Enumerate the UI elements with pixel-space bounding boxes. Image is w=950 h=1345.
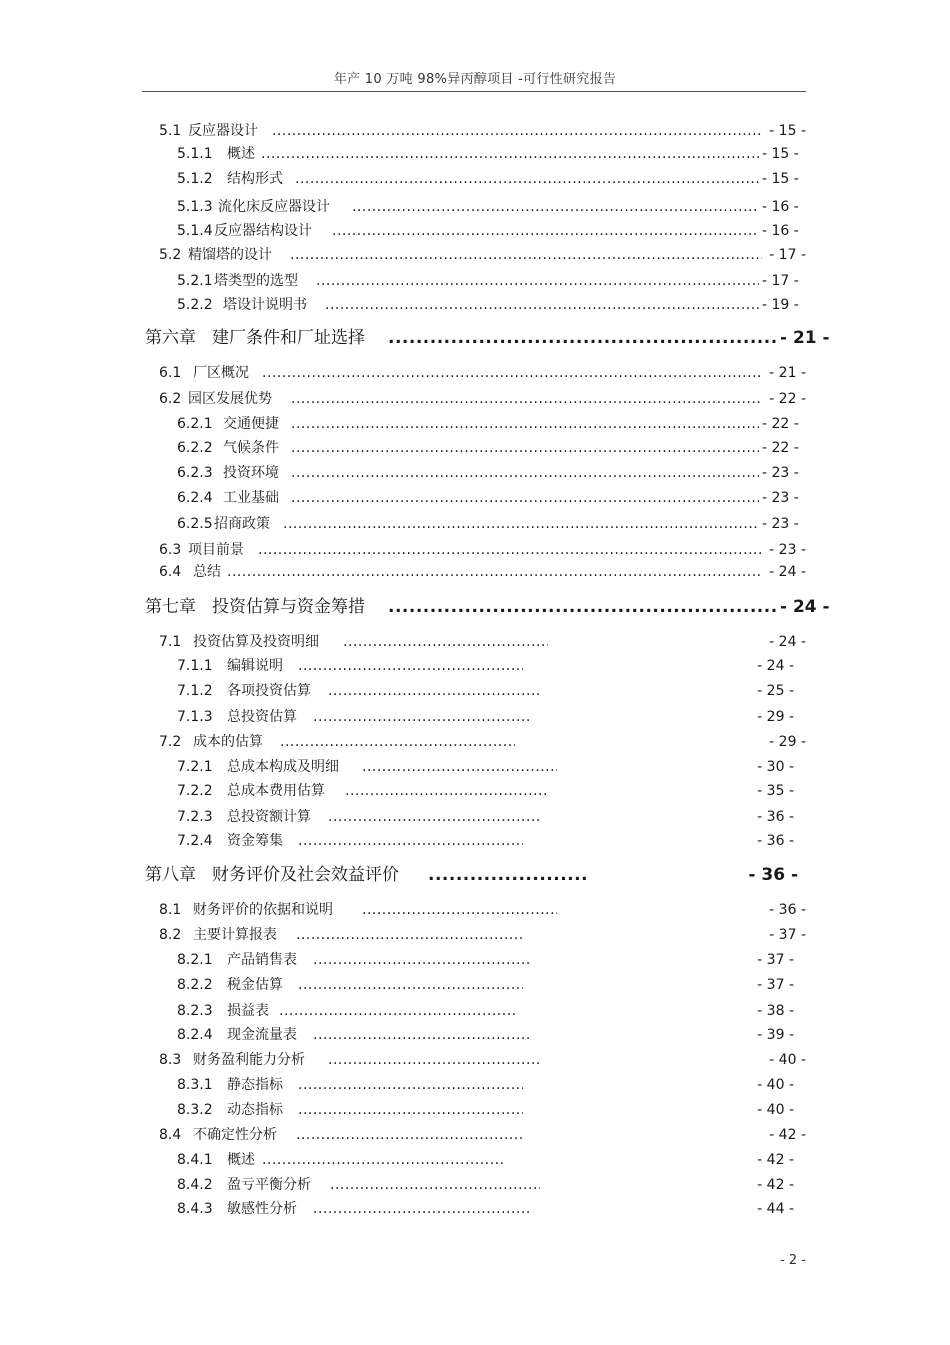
toc-leader-dots [330,1174,540,1196]
toc-entry-title: 资金筹集 [227,833,283,849]
toc-entry-number: 8.1 [159,902,182,918]
running-header: 年产 10 万吨 98%异丙醇项目 -可行性研究报告 [333,72,617,87]
toc-entry[interactable] [159,731,806,753]
toc-entry-page: - 21 - [769,365,806,381]
toc-entry-title: 财务评价的依据和说明 [193,902,333,918]
toc-entry-title: 成本的估算 [193,734,263,750]
toc-entry[interactable] [177,780,794,802]
toc-entry[interactable] [159,1124,806,1146]
toc-entry[interactable] [177,1000,794,1022]
toc-chapter-entry[interactable] [145,862,798,888]
toc-leader-dots [316,270,759,292]
toc-entry-number: 7.2.3 [177,809,213,825]
toc-entry[interactable] [159,631,806,653]
toc-entry[interactable] [159,120,806,142]
toc-leader-dots [296,1124,523,1146]
toc-leader-dots [258,539,762,561]
toc-entry-page: - 29 - [757,709,794,725]
toc-entry[interactable] [159,1049,806,1071]
toc-entry-page: - 40 - [757,1102,794,1118]
toc-entry-title: 园区发展优势 [188,391,272,407]
toc-leader-dots [283,513,759,535]
toc-entry-title: 税金估算 [227,977,283,993]
toc-leader-dots [388,594,778,620]
toc-entry-page: - 16 - [762,223,799,239]
toc-entry-number: 8.2.1 [177,952,213,968]
toc-entry-number: 7.1.2 [177,683,213,699]
toc-entry-page: - 23 - [762,465,799,481]
toc-entry-number: 8.4.1 [177,1152,213,1168]
toc-entry[interactable] [159,899,806,921]
toc-entry[interactable] [177,1024,794,1046]
toc-entry[interactable] [177,1198,794,1220]
toc-leader-dots [272,120,762,142]
toc-entry[interactable] [177,294,798,316]
toc-entry-title: 概述 [227,1152,255,1168]
toc-entry[interactable] [177,974,794,996]
toc-entry-page: - 35 - [757,783,794,799]
toc-entry[interactable] [159,539,806,561]
toc-entry-page: - 21 - [780,328,830,348]
toc-entry-title: 静态指标 [227,1077,283,1093]
toc-entry-title: 项目前景 [188,542,244,558]
toc-entry-number: 7.1 [159,634,182,650]
toc-entry-title: 盈亏平衡分析 [227,1177,311,1193]
toc-leader-dots [313,706,531,728]
toc-entry[interactable] [177,830,794,852]
toc-entry-title: 主要计算报表 [193,927,277,943]
toc-entry-page: - 29 - [769,734,806,750]
toc-entry-number: 第七章 [145,597,196,617]
toc-leader-dots [298,830,523,852]
toc-leader-dots [313,1024,531,1046]
toc-entry[interactable] [177,196,798,218]
toc-entry-title: 总结 [193,564,221,580]
toc-entry[interactable] [177,756,794,778]
toc-entry-number: 6.2.1 [177,416,213,432]
toc-entry-number: 7.1.1 [177,658,213,674]
toc-entry-number: 8.2.4 [177,1027,213,1043]
toc-entry-number: 5.2 [159,247,182,263]
toc-entry-page: - 42 - [757,1177,794,1193]
toc-entry-page: - 24 - [780,597,830,617]
toc-entry-page: - 42 - [769,1127,806,1143]
toc-entry-page: - 24 - [757,658,794,674]
toc-leader-dots [332,220,759,242]
toc-entry[interactable] [177,949,794,971]
toc-entry-number: 8.3.2 [177,1102,213,1118]
toc-entry-title: 总投资估算 [227,709,297,725]
toc-entry-title: 各项投资估算 [227,683,311,699]
toc-entry-number: 5.1.2 [177,171,213,187]
toc-entry-number: 6.2 [159,391,182,407]
toc-entry-number: 7.2 [159,734,182,750]
toc-entry[interactable] [177,1099,794,1121]
toc-leader-dots [328,1049,540,1071]
toc-leader-dots [291,413,759,435]
toc-entry-number: 7.2.1 [177,759,213,775]
toc-entry[interactable] [159,244,806,266]
toc-chapter-entry[interactable] [145,325,830,351]
toc-leader-dots [290,244,762,266]
toc-entry-page: - 44 - [757,1201,794,1217]
toc-entry-number: 8.2.3 [177,1003,213,1019]
toc-entry-number: 6.1 [159,365,182,381]
toc-entry-number: 第八章 [145,865,196,885]
toc-entry-page: - 40 - [769,1052,806,1068]
toc-entry-number: 6.4 [159,564,182,580]
toc-entry-title: 不确定性分析 [193,1127,277,1143]
toc-entry-title: 建厂条件和厂址选择 [212,328,365,348]
toc-entry[interactable] [177,680,794,702]
toc-entry[interactable] [177,487,798,509]
toc-entry-number: 6.2.5 [177,516,213,532]
toc-entry-title: 财务评价及社会效益评价 [212,865,399,885]
toc-leader-dots [280,731,515,753]
toc-entry-page: - 23 - [769,542,806,558]
toc-entry-page: - 24 - [769,634,806,650]
toc-entry-title: 编辑说明 [227,658,283,674]
toc-leader-dots [262,1149,505,1171]
toc-entry-title: 气候条件 [223,440,279,456]
toc-entry-number: 5.1 [159,123,182,139]
toc-entry-title: 投资估算及投资明细 [193,634,319,650]
toc-entry-title: 流化床反应器设计 [218,199,330,215]
toc-entry-page: - 36 - [769,902,806,918]
toc-entry-title: 概述 [227,146,255,162]
toc-entry-page: - 24 - [769,564,806,580]
toc-entry-number: 6.2.4 [177,490,213,506]
toc-leader-dots [313,1198,531,1220]
toc-entry[interactable] [177,220,798,242]
toc-leader-dots [325,294,759,316]
toc-entry-page: - 38 - [757,1003,794,1019]
toc-entry-number: 7.1.3 [177,709,213,725]
toc-entry[interactable] [177,1174,794,1196]
toc-entry-number: 8.3.1 [177,1077,213,1093]
toc-leader-dots [298,1099,523,1121]
toc-leader-dots [388,325,778,351]
toc-entry-number: 7.2.4 [177,833,213,849]
toc-leader-dots [291,437,759,459]
toc-entry-page: - 40 - [757,1077,794,1093]
toc-chapter-entry[interactable] [145,594,830,620]
toc-entry-title: 投资估算与资金筹措 [212,597,365,617]
toc-entry-title: 动态指标 [227,1102,283,1118]
toc-entry-title: 精馏塔的设计 [188,247,272,263]
toc-entry-page: - 25 - [757,683,794,699]
toc-leader-dots [291,388,762,410]
toc-entry-number: 8.4.3 [177,1201,213,1217]
toc-entry-title: 产品销售表 [227,952,297,968]
toc-entry-page: - 23 - [762,516,799,532]
toc-entry-page: - 17 - [762,273,799,289]
toc-entry[interactable] [177,270,798,292]
toc-entry-number: 5.1.1 [177,146,213,162]
toc-entry[interactable] [177,437,798,459]
toc-leader-dots [298,655,523,677]
toc-entry-title: 现金流量表 [227,1027,297,1043]
toc-leader-dots [291,462,759,484]
toc-entry[interactable] [177,462,798,484]
toc-entry[interactable] [177,143,798,165]
toc-entry-title: 招商政策 [214,516,270,532]
header-divider [142,91,806,92]
toc-entry-title: 交通便捷 [223,416,279,432]
toc-entry-title: 反应器结构设计 [214,223,312,239]
toc-leader-dots [343,631,548,653]
toc-entry-page: - 36 - [757,833,794,849]
toc-entry-number: 6.2.3 [177,465,213,481]
toc-entry-number: 8.2.2 [177,977,213,993]
toc-entry-title: 损益表 [227,1003,269,1019]
toc-entry-page: - 30 - [757,759,794,775]
toc-entry-title: 总成本费用估算 [227,783,325,799]
toc-entry-title: 塔类型的选型 [214,273,298,289]
toc-entry-title: 敏感性分析 [227,1201,297,1217]
toc-entry[interactable] [159,924,806,946]
toc-entry-number: 5.2.2 [177,297,213,313]
toc-leader-dots [295,168,759,190]
toc-leader-dots [291,487,759,509]
toc-entry-page: - 39 - [757,1027,794,1043]
toc-entry-page: - 37 - [769,927,806,943]
toc-entry-title: 厂区概况 [193,365,249,381]
toc-entry-number: 6.3 [159,542,182,558]
toc-leader-dots [296,924,523,946]
toc-leader-dots [298,974,523,996]
toc-entry-page: - 22 - [762,440,799,456]
toc-entry[interactable] [177,706,794,728]
toc-leader-dots [362,756,557,778]
toc-entry-page: - 16 - [762,199,799,215]
toc-entry[interactable] [177,806,794,828]
toc-entry[interactable] [177,168,798,190]
toc-entry-page: - 17 - [769,247,806,263]
page-number: - 2 - [780,1253,806,1268]
toc-entry-number: 8.4.2 [177,1177,213,1193]
toc-entry-title: 投资环境 [223,465,279,481]
toc-leader-dots [262,362,762,384]
toc-entry-page: - 37 - [757,977,794,993]
toc-leader-dots [298,1074,523,1096]
toc-entry-title: 反应器设计 [188,123,258,139]
toc-entry-page: - 19 - [762,297,799,313]
toc-entry[interactable] [159,362,806,384]
toc-entry-title: 结构形式 [227,171,283,187]
toc-leader-dots [362,899,557,921]
toc-leader-dots [352,196,759,218]
toc-entry[interactable] [159,388,806,410]
toc-entry-number: 5.1.4 [177,223,213,239]
toc-entry[interactable] [177,1074,794,1096]
toc-entry-title: 塔设计说明书 [223,297,307,313]
toc-entry-title: 财务盈利能力分析 [193,1052,305,1068]
toc-entry-number: 5.2.1 [177,273,213,289]
toc-leader-dots [261,143,759,165]
toc-entry-title: 工业基础 [223,490,279,506]
toc-entry-page: - 36 - [757,809,794,825]
toc-leader-dots [313,949,531,971]
toc-entry-title: 总投资额计算 [227,809,311,825]
toc-entry-page: - 36 - [748,865,798,885]
toc-entry-number: 6.2.2 [177,440,213,456]
toc-leader-dots [428,862,586,888]
toc-leader-dots [227,561,762,583]
toc-entry-page: - 37 - [757,952,794,968]
toc-entry[interactable] [159,561,806,583]
toc-entry-page: - 23 - [762,490,799,506]
toc-leader-dots [328,680,540,702]
toc-entry[interactable] [177,513,798,535]
toc-entry-page: - 15 - [762,146,799,162]
toc-entry-page: - 15 - [769,123,806,139]
toc-entry[interactable] [177,1149,794,1171]
toc-entry-number: 第六章 [145,328,196,348]
toc-entry-number: 7.2.2 [177,783,213,799]
toc-entry-page: - 22 - [769,391,806,407]
toc-entry[interactable] [177,413,798,435]
toc-entry-number: 8.4 [159,1127,182,1143]
toc-entry-page: - 42 - [757,1152,794,1168]
toc-entry-number: 8.3 [159,1052,182,1068]
toc-leader-dots [279,1000,515,1022]
toc-leader-dots [345,780,549,802]
toc-entry-page: - 15 - [762,171,799,187]
toc-entry-number: 5.1.3 [177,199,213,215]
toc-leader-dots [328,806,540,828]
toc-entry[interactable] [177,655,794,677]
toc-entry-number: 8.2 [159,927,182,943]
toc-entry-title: 总成本构成及明细 [227,759,339,775]
toc-entry-page: - 22 - [762,416,799,432]
